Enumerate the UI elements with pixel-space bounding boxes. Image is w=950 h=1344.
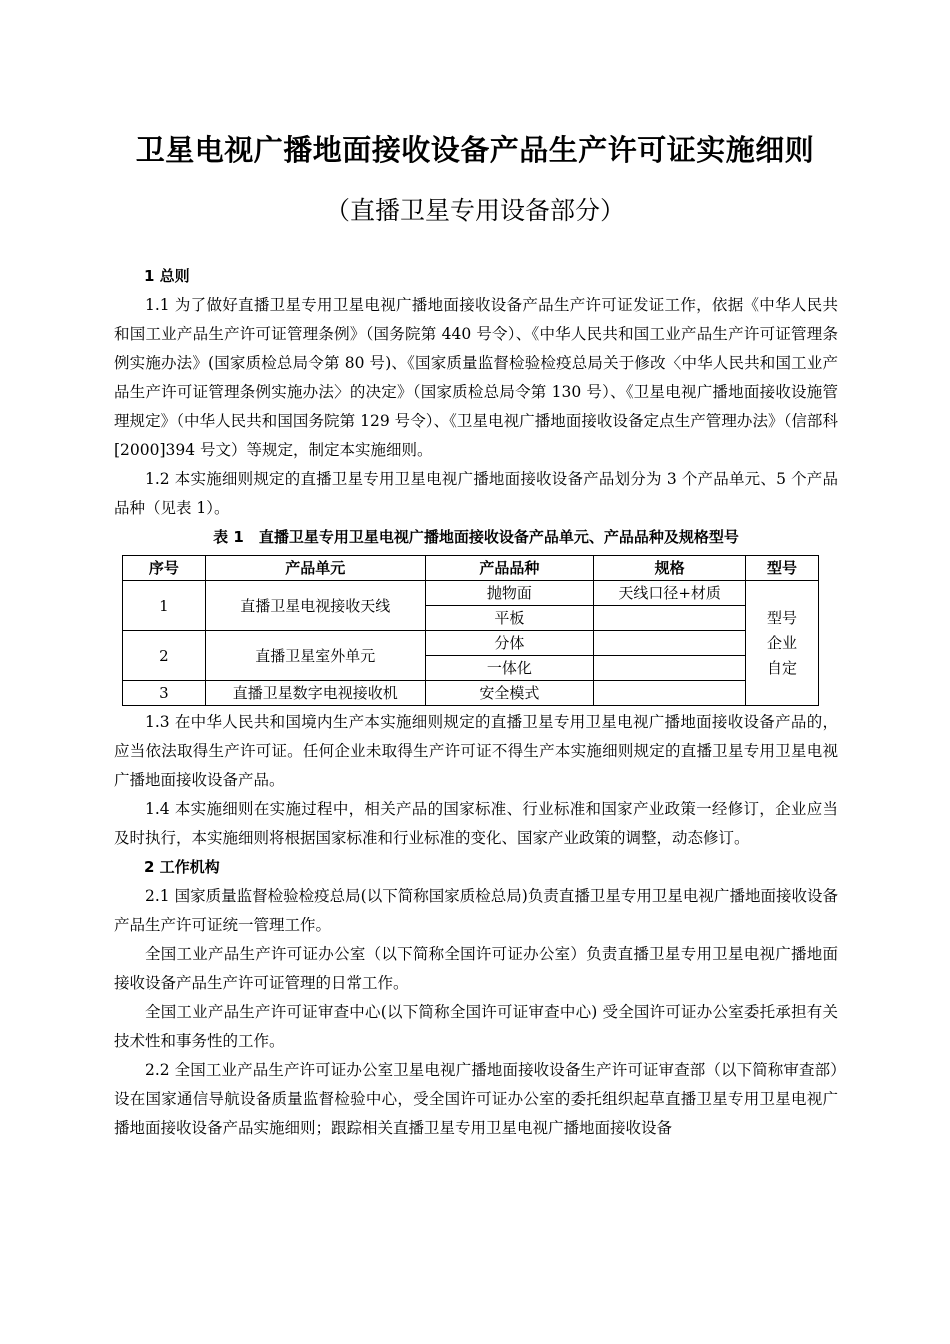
cell-variety: 一体化 bbox=[425, 656, 594, 681]
paragraph-2-1-office: 全国工业产品生产许可证办公室（以下简称全国许可证办公室）负责直播卫星专用卫星电视广播地面接收设备产品生产许可证管理的日常工作。 bbox=[114, 945, 838, 992]
header-model: 型号 bbox=[746, 556, 819, 581]
cell-model bbox=[746, 581, 819, 706]
cell-variety: 抛物面 bbox=[425, 581, 594, 606]
table-row bbox=[123, 681, 819, 706]
document-title: 卫星电视广播地面接收设备产品生产许可证实施细则 bbox=[135, 133, 815, 167]
paragraph-1-2: 1.2 本实施细则规定的直播卫星专用卫星电视广播地面接收设备产品划分为 3 个产品单元、5 个产品品种（见表 1）。 bbox=[114, 470, 838, 517]
cell-variety: 平板 bbox=[425, 606, 594, 631]
paragraph-1-4: 1.4 本实施细则在实施过程中，相关产品的国家标准、行业标准和国家产业政策一经修订，企业应当及时执行，本实施细则将根据国家标准和行业标准的变化、国家产业政策的调整，动态修订。 bbox=[114, 800, 838, 847]
cell-variety: 安全模式 bbox=[425, 681, 594, 706]
model-note-line: 型号 bbox=[767, 608, 798, 627]
paragraph-1-3: 1.3 在中华人民共和国境内生产本实施细则规定的直播卫星专用卫星电视广播地面接收设备产品的，应当依法取得生产许可证。任何企业未取得生产许可证不得生产本实施细则规定的直播卫星专用卫星电视广播地面接收设备产品。 bbox=[114, 713, 838, 789]
cell-spec bbox=[594, 656, 746, 681]
table-caption: 表 1 直播卫星专用卫星电视广播地面接收设备产品单元、产品品种及规格型号 bbox=[213, 528, 739, 546]
paragraph-2-1-center: 全国工业产品生产许可证审查中心(以下简称全国许可证审查中心) 受全国许可证办公室委托承担有关技术性和事务性的工作。 bbox=[114, 1003, 838, 1050]
cell-no: 1 bbox=[123, 581, 206, 631]
cell-spec bbox=[594, 631, 746, 656]
cell-no: 3 bbox=[123, 681, 206, 706]
document-subtitle: （直播卫星专用设备部分） bbox=[324, 196, 625, 225]
product-table bbox=[122, 555, 819, 706]
cell-spec bbox=[594, 681, 746, 706]
cell-spec: 天线口径+材质 bbox=[594, 581, 746, 606]
header-no: 序号 bbox=[123, 556, 206, 581]
paragraph-1-1: 1.1 为了做好直播卫星专用卫星电视广播地面接收设备产品生产许可证发证工作，依据《中华人民共和国工业产品生产许可证管理条例》（国务院第 440 号令）、《中华人民共和国工业产品生产许可证管理条例实施办法》(国家质检总局令第 80 号)、《国家质量监督检验检疫总局关于修改〈中华人民共和国工业产品生产许可证管理条例实施办法〉的决定》（国家质检总局令第 130 号）、《卫星电视广播地面接收设施管理规定》（中华人民共和国国务院第 129 号令）、《卫星电视广播地面接收设备定点生产管理办法》（信部科[2000]394 号文）等规定，制定本实施细则。 bbox=[114, 296, 838, 459]
cell-variety: 分体 bbox=[425, 631, 594, 656]
model-note-line: 企业 bbox=[767, 633, 798, 652]
cell-no: 2 bbox=[123, 631, 206, 681]
cell-spec bbox=[594, 606, 746, 631]
cell-unit: 直播卫星数字电视接收机 bbox=[205, 681, 425, 706]
table-row bbox=[123, 631, 819, 656]
cell-unit: 直播卫星电视接收天线 bbox=[205, 581, 425, 631]
table-row bbox=[123, 581, 819, 606]
paragraph-2-1: 2.1 国家质量监督检验检疫总局(以下简称国家质检总局)负责直播卫星专用卫星电视广播地面接收设备产品生产许可证统一管理工作。 bbox=[114, 887, 838, 934]
cell-unit: 直播卫星室外单元 bbox=[205, 631, 425, 681]
header-spec: 规格 bbox=[594, 556, 746, 581]
header-unit: 产品单元 bbox=[205, 556, 425, 581]
header-variety: 产品品种 bbox=[425, 556, 594, 581]
table-header-row bbox=[123, 556, 819, 581]
document-body bbox=[114, 262, 838, 1143]
paragraph-2-2: 2.2 全国工业产品生产许可证办公室卫星电视广播地面接收设备生产许可证审查部（以下简称审查部）设在国家通信导航设备质量监督检验中心，受全国许可证办公室的委托组织起草直播卫星专用卫星电视广播地面接收设备产品实施细则；跟踪相关直播卫星专用卫星电视广播地面接收设备 bbox=[114, 1061, 838, 1137]
section-heading-general: 1 总则 bbox=[144, 267, 190, 285]
section-heading-agencies: 2 工作机构 bbox=[144, 858, 220, 876]
model-note-line: 自定 bbox=[767, 658, 798, 677]
